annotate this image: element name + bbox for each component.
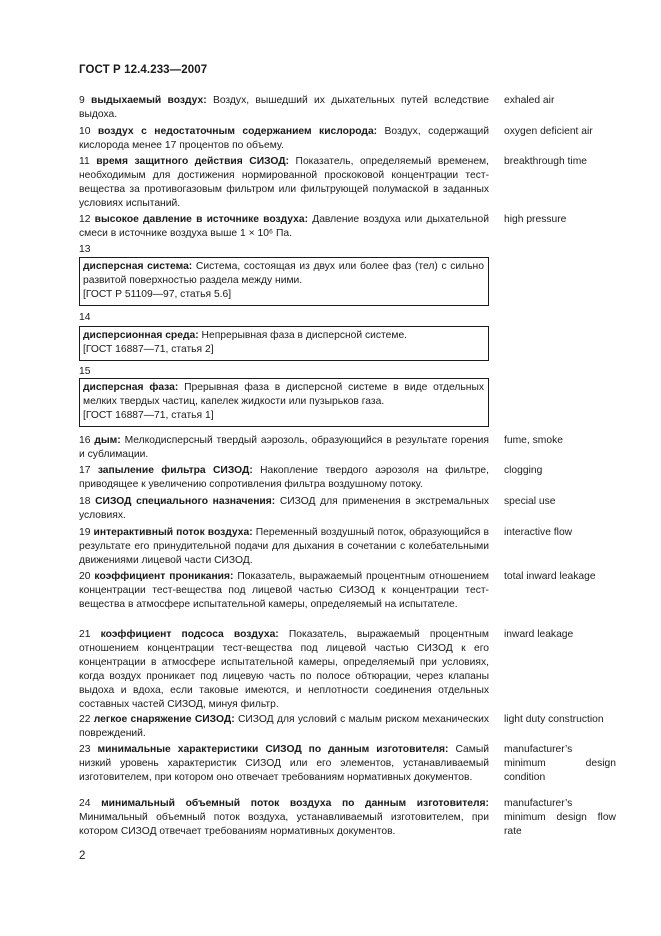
term-entry-16 [79,434,489,462]
term-entry-12 [79,213,489,241]
boxed-definition: Прерывная фаза в дисперсной системе в виде отдельных мелких твердых частиц, капелек жидкости или пузырьков газа. [83,382,484,407]
boxed-entry-number-15: 15 [79,366,91,377]
entry-number: 16 [79,435,91,446]
boxed-entry-number-14: 14 [79,312,91,323]
boxed-reference: [ГОСТ 16887—71, статья 2] [83,343,214,355]
entry-number: 23 [79,744,91,755]
entry-definition: Показатель, выражаемый процентным отношением концентрации тест-вещества под лицевой частью СИЗОД к концентрации тест-вещества в атмосфере испытательной камеры, определяемый на испытателе. [79,571,489,610]
entry-term: минимальные характеристики СИЗОД по данным изготовителя: [97,744,449,755]
english-term-18: special use [504,496,556,507]
entry-term: коэффициент подсоса воздуха: [100,629,279,640]
term-entry-20 [79,570,489,612]
entry-definition: Показатель, определяемый временем, необходимым для достижения нормированной проскоковой концентрации тест-вещества за противогазовым фильтром или фильтрующей полумаской в заданных условиях испытаний. [79,156,489,209]
entry-term: дым: [94,435,121,446]
english-term-9: exhaled air [504,95,555,106]
boxed-definition: Непрерывная фаза в дисперсной системе. [201,330,408,341]
entry-term: легкое снаряжение СИЗОД: [93,714,235,725]
term-entry-9 [79,94,489,122]
entry-definition: Воздух, содержащий кислорода менее 17 процентов по объему. [79,126,489,151]
term-entry-18 [79,495,489,523]
entry-term: коэффициент проникания: [94,571,234,582]
entry-number: 10 [79,126,91,137]
term-entry-11 [79,155,489,211]
entry-definition: СИЗОД для применения в экстремальных условиях. [79,496,489,521]
entry-definition: Самый низкий уровень характеристик СИЗОД или его элементов, устанавливаемый изготовителем, при котором оно отвечает требованиям нормативных документов. [79,744,489,783]
entry-number: 11 [79,156,90,167]
english-term-20: total inward leakage [504,571,596,582]
entry-definition: Накопление твердого аэрозоля на фильтре, приводящее к увеличению сопротивления фильтра воздушному потоку. [79,465,489,490]
entry-number: 19 [79,527,91,538]
term-entry-17 [79,464,489,492]
english-term-11: breakthrough time [504,156,587,167]
entry-term: воздух с недостаточным содержанием кислорода: [97,126,378,137]
english-term-22: light duty construction [504,714,604,725]
entry-term: СИЗОД специального назначения: [95,496,276,507]
entry-term: минимальный объемный поток воздуха по данным изготовителя: [101,798,489,809]
entry-number: 20 [79,571,91,582]
term-entry-23 [79,743,489,785]
entry-number: 18 [79,496,91,507]
boxed-term-15 [79,378,489,427]
entry-number: 21 [79,629,91,640]
english-term-21: inward leakage [504,629,574,640]
term-entry-24 [79,797,489,839]
entry-definition: Мелкодисперсный твердый аэрозоль, образующийся в результате горения и сублимации. [79,435,489,460]
english-term-24: manufacturer’s minimum design flow rate [504,798,616,837]
term-entry-19 [79,526,489,568]
english-term-10: oxygen deficient air [504,126,593,137]
entry-definition: СИЗОД для условий с малым риском механических повреждений. [79,714,489,739]
boxed-definition: Система, состоящая из двух или более фаз (тел) с сильно развитой поверхностью раздела между ними. [83,261,484,286]
english-term-17: clogging [504,465,543,476]
entry-number: 9 [79,95,85,106]
boxed-reference: [ГОСТ Р 51109—97, статья 5.6] [83,288,232,300]
page-number: 2 [79,850,86,862]
english-term-19: interactive flow [504,527,573,538]
boxed-term-14 [79,326,489,361]
entry-number: 22 [79,714,91,725]
entry-definition: Переменный воздушный поток, образующийся в результате его принудительной подачи для дыхания в сочетании с колебательными движениями лицевой части СИЗОД. [79,527,489,566]
term-entry-10 [79,125,489,153]
entry-term: высокое давление в источнике воздуха: [94,214,309,225]
boxed-reference: [ГОСТ 16887—71, статья 1] [83,409,214,421]
english-term-12: high pressure [504,214,567,225]
english-term-23: manufacturer’s minimum design condition [504,744,616,783]
boxed-term: дисперсная фаза: [83,382,179,393]
entry-term: выдыхаемый воздух: [91,95,207,106]
entry-term: время защитного действия СИЗОД: [96,156,290,167]
boxed-entry-number-13: 13 [79,244,91,255]
term-entry-22 [79,713,489,741]
english-term-16: fume, smoke [504,435,563,446]
entry-definition: Воздух, вышедший их дыхательных путей вследствие выдоха. [79,95,489,120]
entry-term: интерактивный поток воздуха: [93,527,253,538]
entry-number: 12 [79,214,91,225]
boxed-term-13 [79,257,489,306]
entry-definition: Показатель, выражаемый процентным отношением концентрации тест-вещества под лицевой частью СИЗОД к его концентрации в атмосфере испытательной камеры, определяемый при условиях, когда воздух проникает под лицевую часть по полосе обтюрации, через клапаны выдоха и вдоха, если таковые имеются, и неплотности соединения отдельных составных частей СИЗОД, минуя фильтр. [79,629,489,710]
term-entry-21 [79,628,489,711]
boxed-term: дисперсионная среда: [83,330,199,341]
entry-definition: Давление воздуха или дыхательной смеси в источнике воздуха выше 1 × 10⁶ Па. [79,214,489,239]
entry-number: 24 [79,798,91,809]
document-header: ГОСТ Р 12.4.233—2007 [79,64,208,76]
entry-number: 17 [79,465,91,476]
boxed-term: дисперсная система: [83,261,193,272]
entry-definition: Минимальный объемный поток воздуха, устанавливаемый изготовителем, при котором СИЗОД отвечает требованиям нормативных документов. [79,811,489,837]
entry-term: запыление фильтра СИЗОД: [97,465,253,476]
